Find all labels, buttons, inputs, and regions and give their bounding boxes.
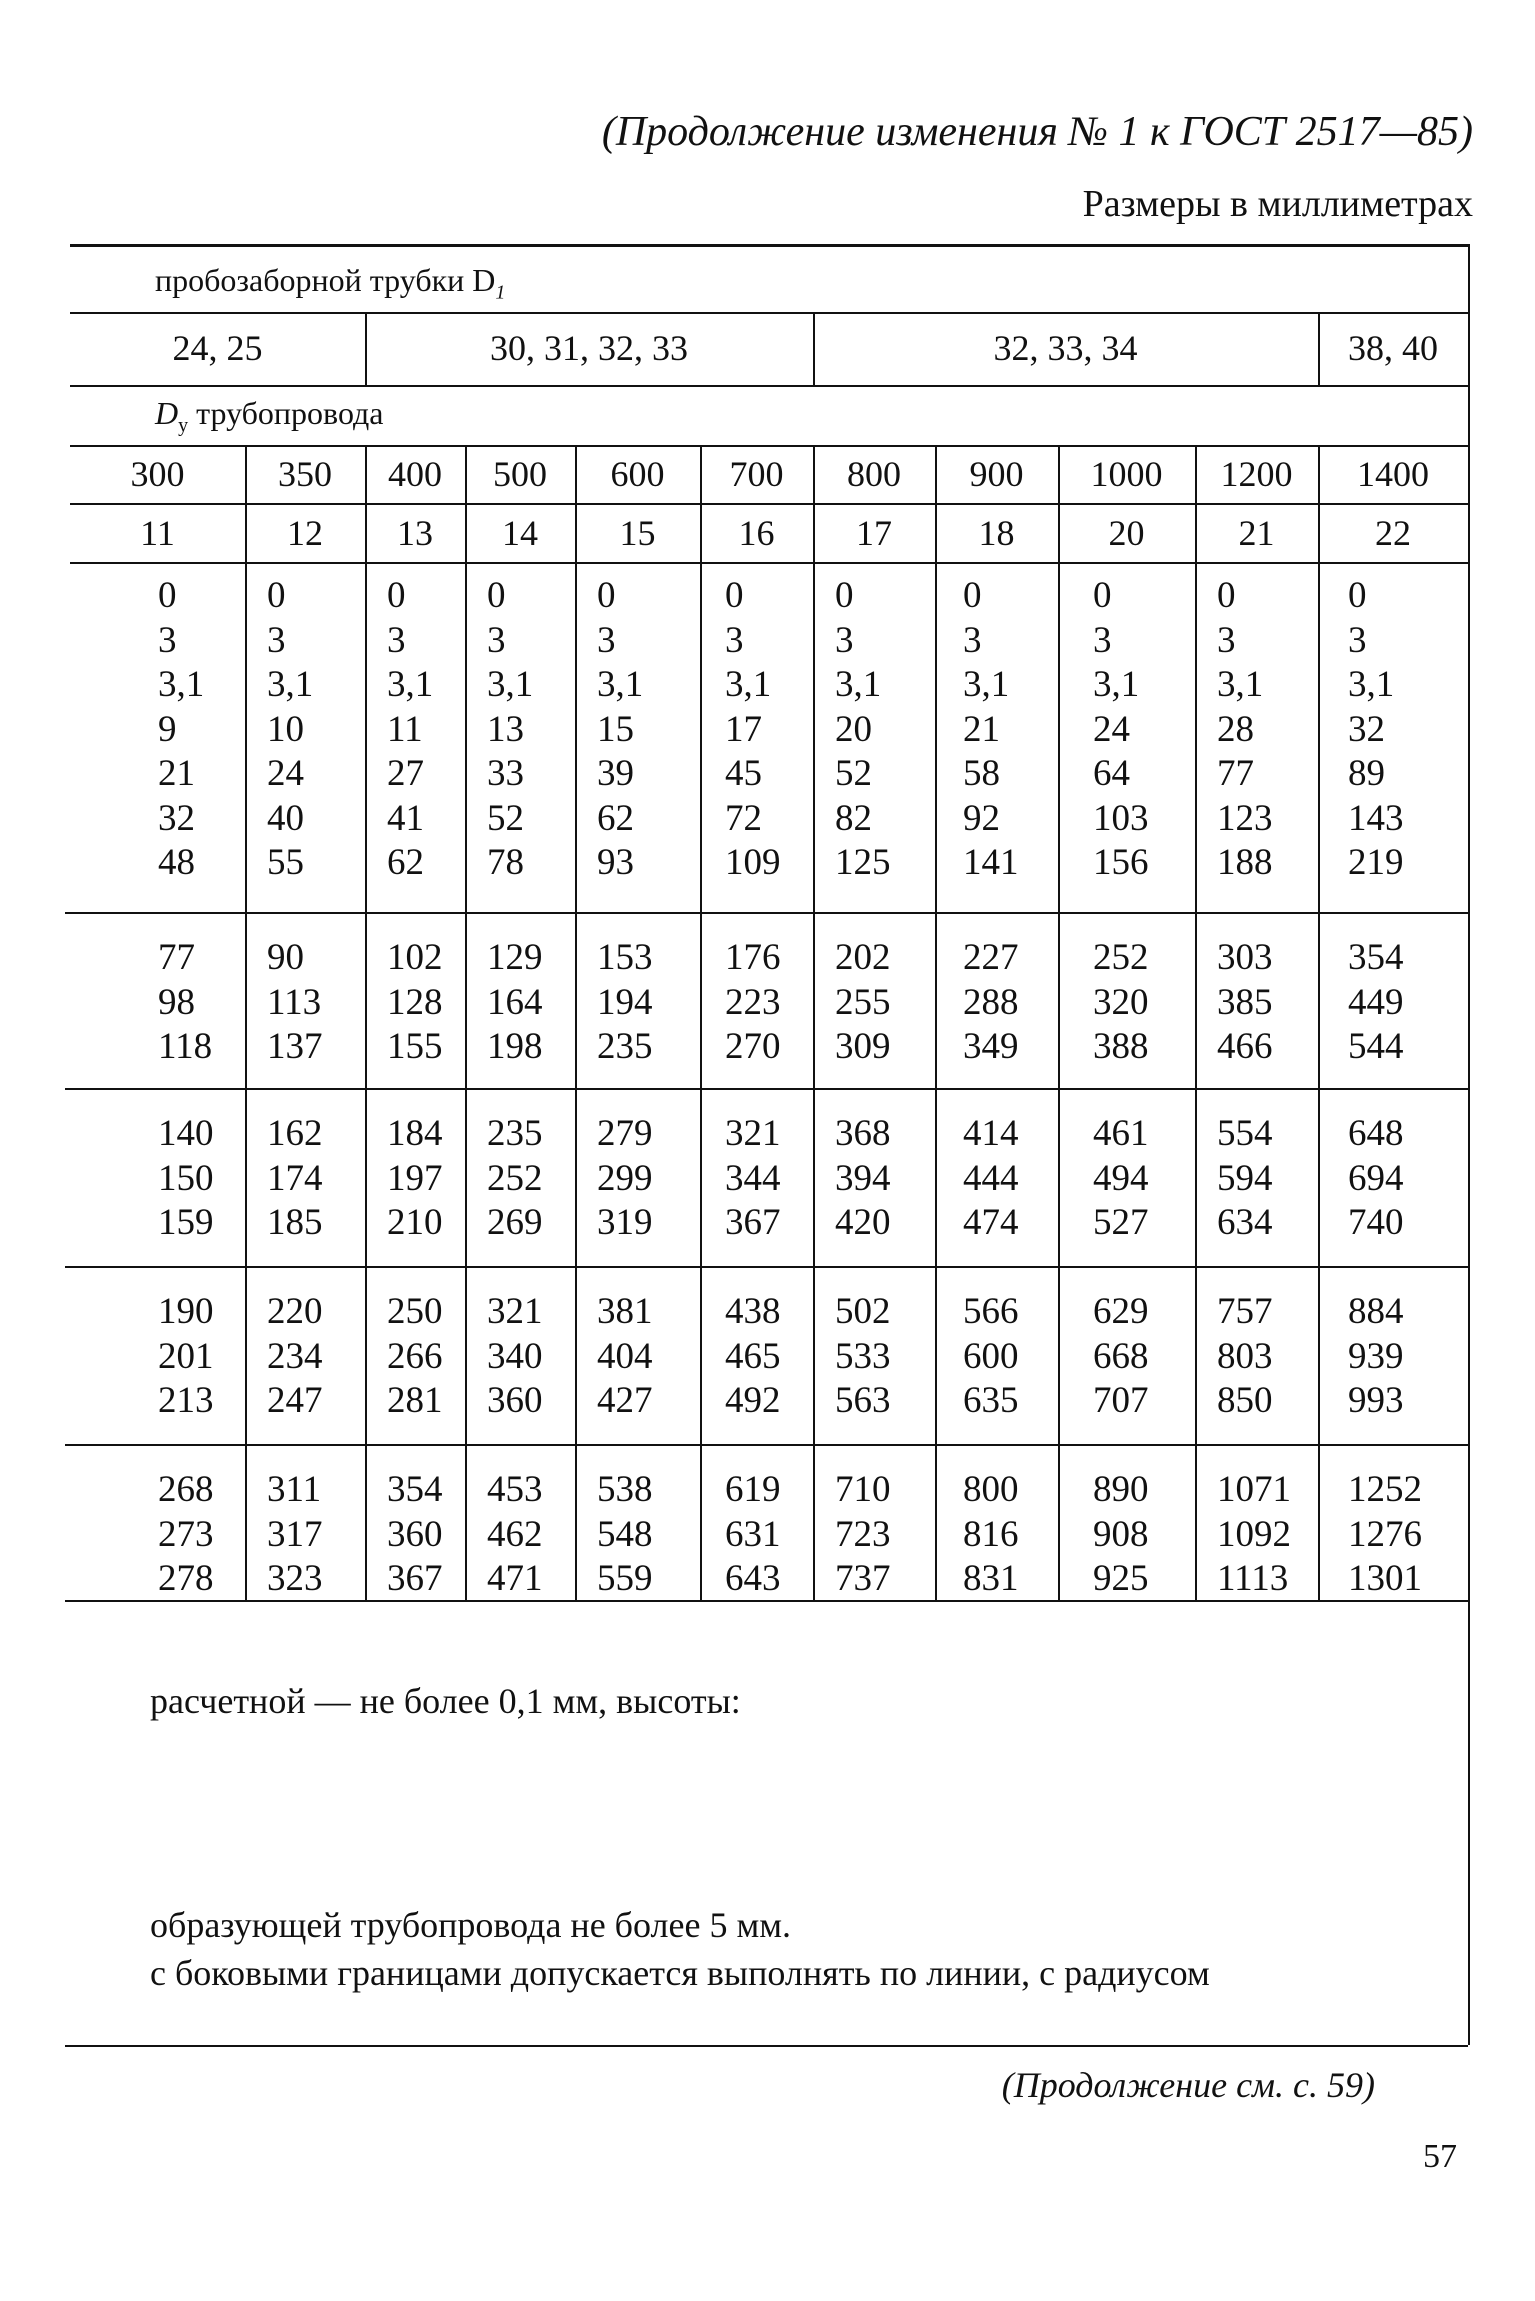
data-cell: 502 533 563 (835, 1291, 891, 1421)
data-cell: 0 3 3,1 9 21 32 48 (158, 575, 205, 883)
table-rule (1195, 445, 1197, 1600)
table-rule (65, 1088, 1468, 1090)
data-cell: 461 494 527 (1093, 1113, 1149, 1243)
data-cell: 0 3 3,1 32 89 143 219 (1348, 575, 1404, 883)
data-cell: 0 3 3,1 17 45 72 109 (725, 575, 781, 883)
data-cell: 648 694 740 (1348, 1113, 1404, 1243)
d1-group-label: 32, 33, 34 (993, 328, 1138, 368)
index-value: 17 (856, 513, 892, 553)
table-rule (575, 445, 577, 1600)
data-cell: 629 668 707 (1093, 1291, 1149, 1421)
data-cell: 0 3 3,1 15 39 62 93 (597, 575, 644, 883)
data-cell: 1252 1276 1301 (1348, 1469, 1422, 1599)
data-cell: 566 600 635 (963, 1291, 1019, 1421)
data-cell: 0 3 3,1 24 64 103 156 (1093, 575, 1149, 883)
data-cell: 354 360 367 (387, 1469, 443, 1599)
data-cell: 77 98 118 (158, 937, 213, 1067)
table-rule (70, 244, 1468, 247)
data-cell: 554 594 634 (1217, 1113, 1273, 1243)
data-cell: 368 394 420 (835, 1113, 891, 1243)
data-cell: 190 201 213 (158, 1291, 214, 1421)
data-cell: 414 444 474 (963, 1113, 1019, 1243)
dy-value: 900 (969, 454, 1024, 494)
data-cell: 220 234 247 (267, 1291, 323, 1421)
dy-value: 350 (278, 454, 332, 494)
d1-caption: пробозаборной трубки $D_1$ (155, 262, 506, 304)
table-rule (365, 445, 367, 1600)
index-value: 11 (140, 513, 175, 553)
index-value: 16 (738, 513, 775, 553)
table-rule (70, 445, 1468, 447)
data-cell: 0 3 3,1 28 77 123 188 (1217, 575, 1273, 883)
data-cell: 303 385 466 (1217, 937, 1273, 1067)
table-rule (70, 503, 1468, 505)
data-cell: 890 908 925 (1093, 1469, 1149, 1599)
table-rule (65, 912, 1468, 914)
index-value: 13 (397, 513, 433, 553)
d1-group-label: 30, 31, 32, 33 (490, 328, 688, 368)
index-value: 18 (978, 513, 1015, 553)
dy-caption: $D_y$ трубопровода (155, 395, 384, 437)
data-cell: 102 128 155 (387, 937, 443, 1067)
data-cell: 438 465 492 (725, 1291, 781, 1421)
index-value: 14 (502, 513, 538, 553)
data-cell: 176 223 270 (725, 937, 781, 1067)
data-cell: 538 548 559 (597, 1469, 653, 1599)
data-cell: 279 299 319 (597, 1113, 653, 1243)
note-line-3: с боковыми границами допускается выполнять по линии, с радиусом (150, 1953, 1210, 1993)
table-rule (70, 385, 1468, 387)
continuation-footer: (Продолжение см. с. 59) (1001, 2065, 1375, 2105)
table-rule (813, 445, 815, 1600)
data-cell: 354 449 544 (1348, 937, 1404, 1067)
data-cell: 184 197 210 (387, 1113, 443, 1243)
data-cell: 202 255 309 (835, 937, 891, 1067)
index-value: 15 (619, 513, 656, 553)
table-rule (935, 445, 937, 1600)
data-cell: 0 3 3,1 21 58 92 141 (963, 575, 1019, 883)
data-cell: 311 317 323 (267, 1469, 323, 1599)
d1-group-label: 24, 25 (172, 328, 263, 368)
dy-value: 1000 (1090, 454, 1163, 494)
note-line-1: расчетной — не более 0,1 мм, высоты: (150, 1681, 741, 1721)
page-number: 57 (1423, 2138, 1457, 2175)
data-cell: 1071 1092 1113 (1217, 1469, 1291, 1599)
table-rule (65, 1266, 1468, 1268)
data-cell: 90 113 137 (267, 937, 323, 1067)
data-cell: 0 3 3,1 11 27 41 62 (387, 575, 434, 883)
dy-value: 500 (493, 454, 547, 494)
data-cell: 619 631 643 (725, 1469, 781, 1599)
data-cell: 227 288 349 (963, 937, 1019, 1067)
data-cell: 129 164 198 (487, 937, 543, 1067)
table-rule (245, 445, 247, 1600)
dy-value: 400 (388, 454, 442, 494)
table-rule (1318, 445, 1320, 1600)
data-cell: 0 3 3,1 10 24 40 55 (267, 575, 314, 883)
table-rule (1468, 244, 1470, 2045)
dy-value: 1200 (1220, 454, 1293, 494)
index-value: 21 (1238, 513, 1275, 553)
dy-value: 600 (610, 454, 665, 494)
data-cell: 884 939 993 (1348, 1291, 1404, 1421)
data-cell: 268 273 278 (158, 1469, 214, 1599)
data-cell: 162 174 185 (267, 1113, 323, 1243)
index-value: 22 (1375, 513, 1411, 553)
table-rule (70, 562, 1468, 564)
units-caption: Размеры в миллиметрах (1082, 183, 1473, 225)
data-cell: 453 462 471 (487, 1469, 543, 1599)
table-rule (1058, 445, 1060, 1600)
data-cell: 321 344 367 (725, 1113, 781, 1243)
data-cell: 252 320 388 (1093, 937, 1149, 1067)
data-cell: 235 252 269 (487, 1113, 543, 1243)
index-value: 12 (287, 513, 323, 553)
data-cell: 800 816 831 (963, 1469, 1019, 1599)
data-cell: 0 3 3,1 20 52 82 125 (835, 575, 891, 883)
index-value: 20 (1108, 513, 1145, 553)
table-rule (70, 312, 1468, 314)
data-cell: 250 266 281 (387, 1291, 443, 1421)
data-cell: 710 723 737 (835, 1469, 891, 1599)
dy-value: 800 (847, 454, 901, 494)
continuation-header: (Продолжение изменения № 1 к ГОСТ 2517—85) (601, 109, 1473, 155)
dy-value: 700 (729, 454, 784, 494)
data-cell: 757 803 850 (1217, 1291, 1273, 1421)
table-rule (700, 445, 702, 1600)
table-rule (65, 2045, 1468, 2047)
data-cell: 153 194 235 (597, 937, 653, 1067)
table-rule (465, 445, 467, 1600)
data-cell: 321 340 360 (487, 1291, 543, 1421)
d1-group-label: 38, 40 (1348, 328, 1438, 368)
dy-value: 300 (130, 454, 185, 494)
note-line-2: образующей трубопровода не более 5 мм. (150, 1905, 792, 1945)
data-cell: 0 3 3,1 13 33 52 78 (487, 575, 534, 883)
data-cell: 140 150 159 (158, 1113, 214, 1243)
dy-value: 1400 (1357, 454, 1429, 494)
table-rule (65, 1444, 1468, 1446)
data-cell: 381 404 427 (597, 1291, 653, 1421)
